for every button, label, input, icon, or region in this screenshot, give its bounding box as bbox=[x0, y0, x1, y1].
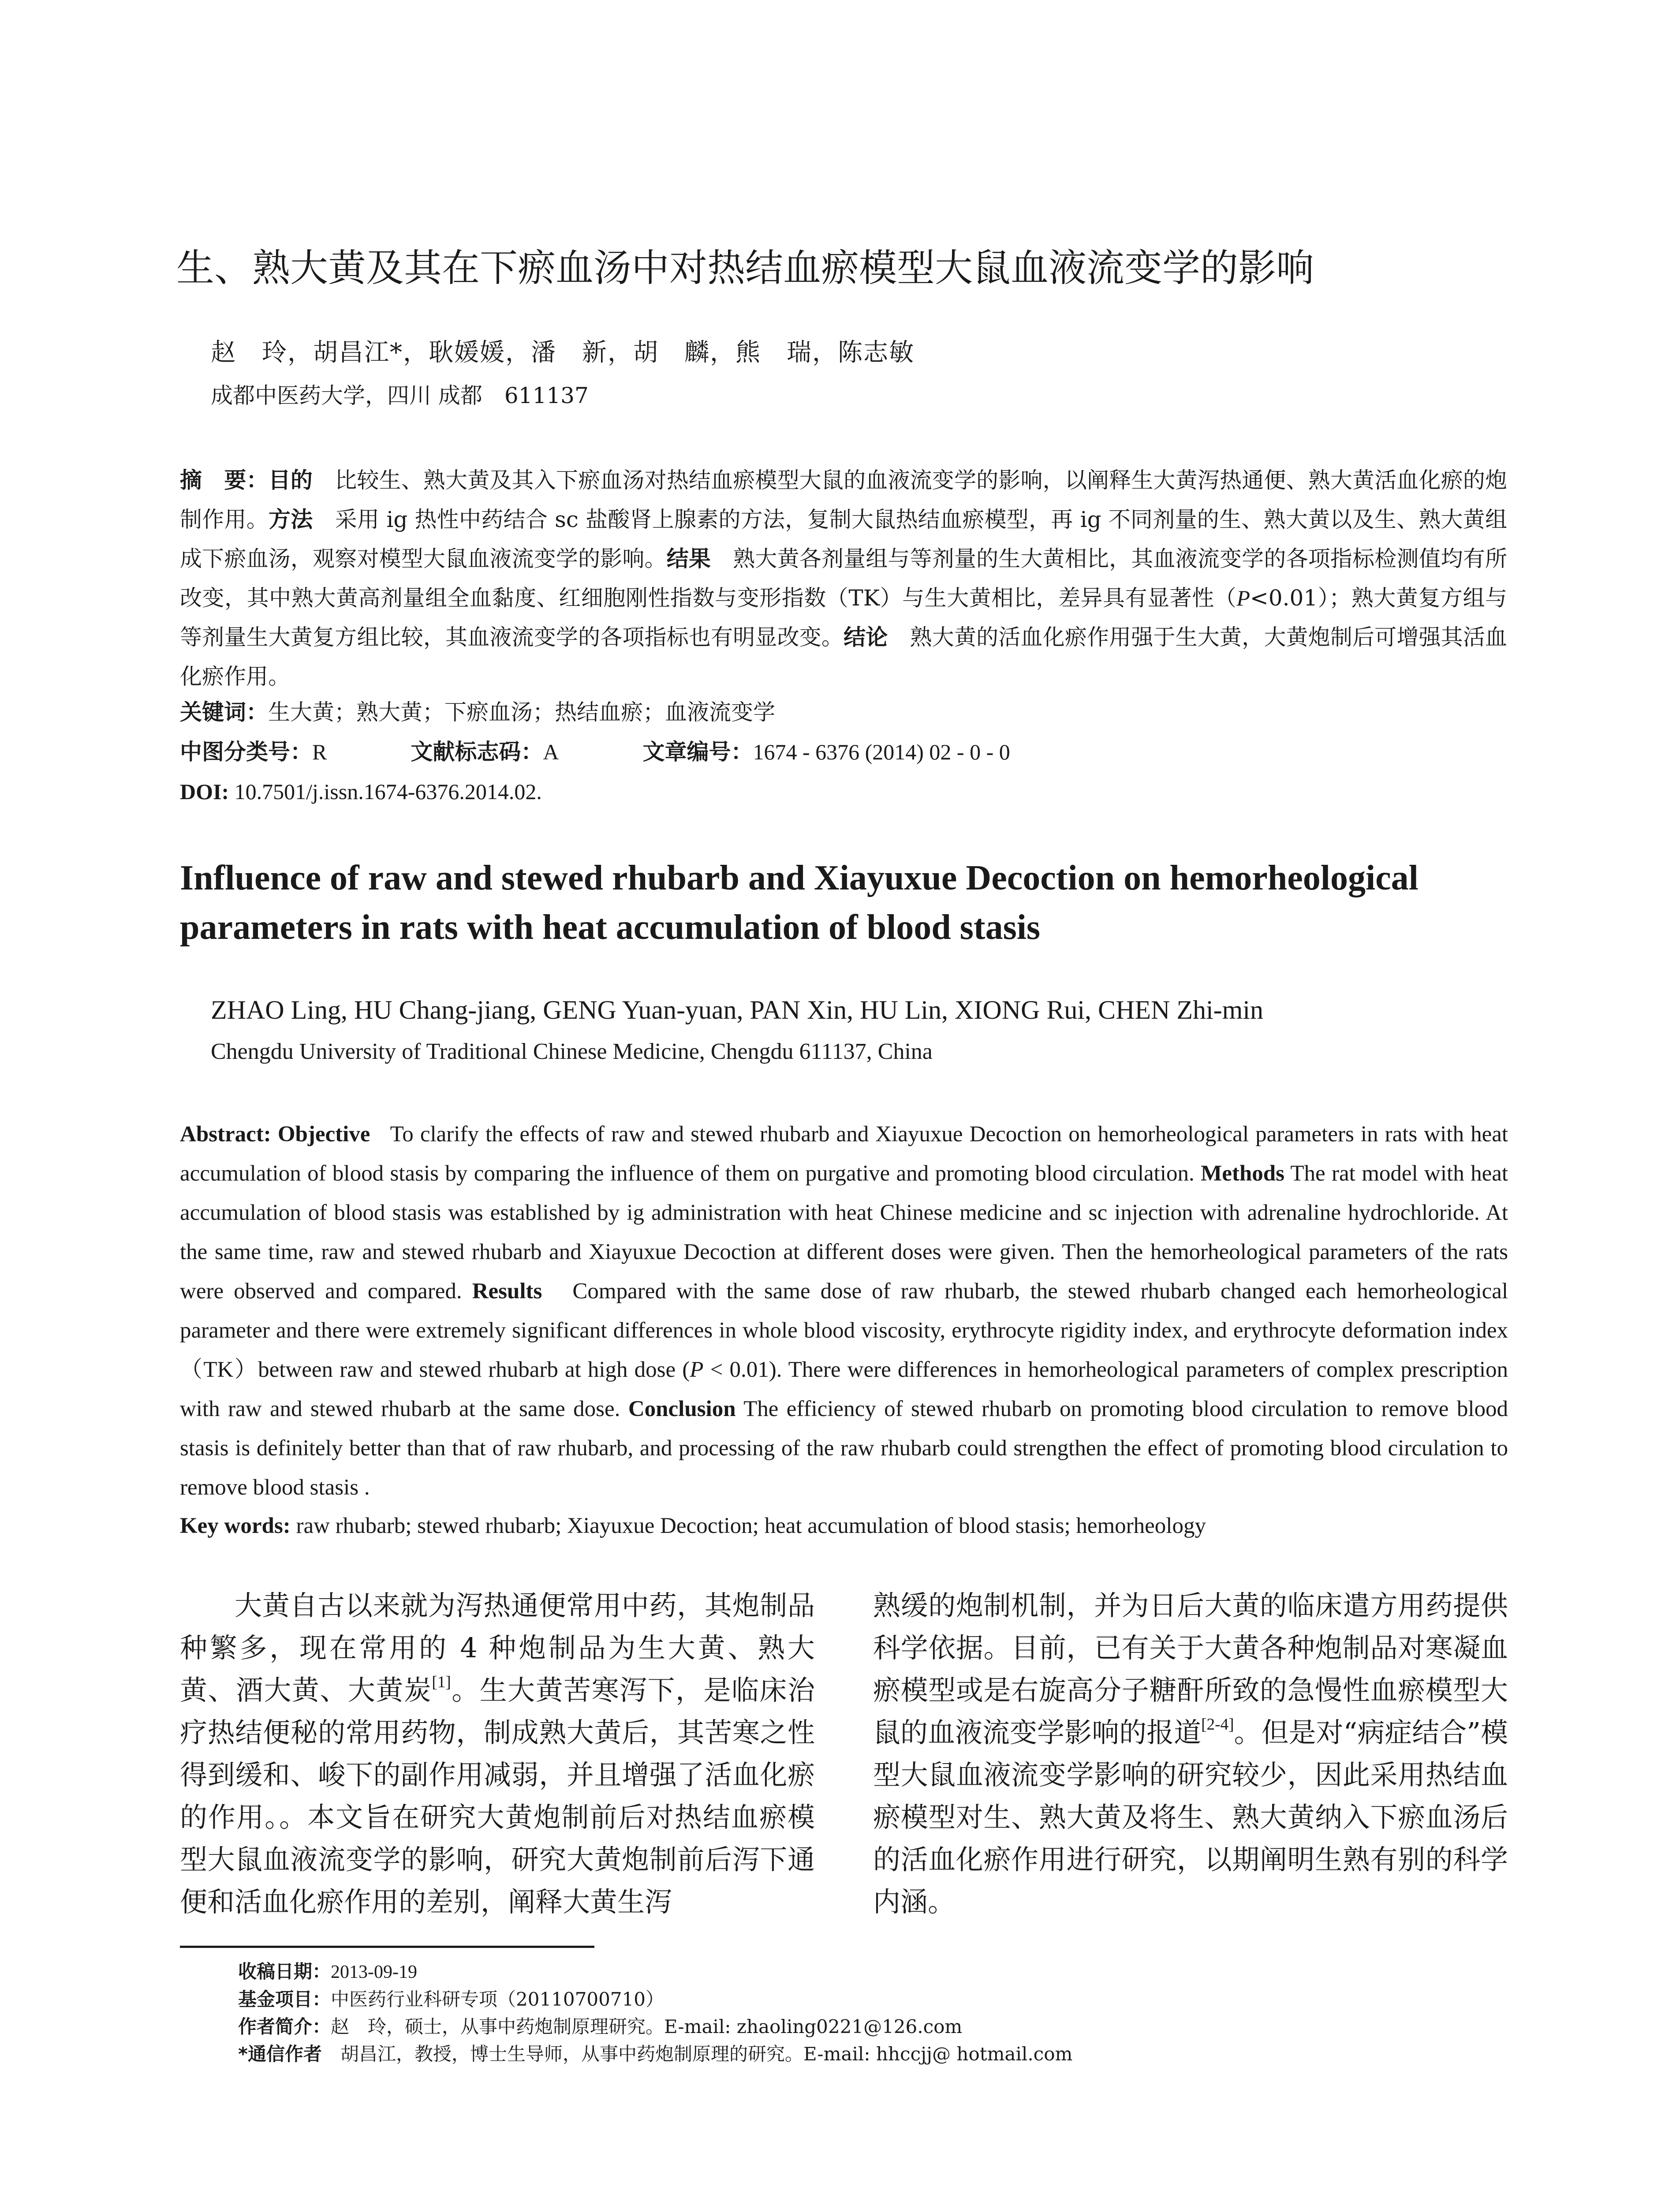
citation-ref: [1] bbox=[432, 1673, 451, 1692]
footnote-corresponding: *通信作者 胡昌江，教授，博士生导师，从事中药炮制原理的研究。E-mail: hhccjj@ hotmail.com bbox=[238, 2043, 1073, 2065]
en-authors: ZHAO Ling, HU Chang-jiang, GENG Yuan-yuan, PAN Xin, HU Lin, XIONG Rui, CHEN Zhi-min bbox=[211, 995, 1264, 1024]
citation-ref: [2-4] bbox=[1201, 1715, 1234, 1734]
en-title: Influence of raw and stewed rhubarb and Xiayuxue Decoction on hemorheological parameters in rats with heat accumulation of blood stasis bbox=[180, 859, 1419, 947]
cn-abstract bbox=[180, 461, 1507, 696]
cn-affiliation: 成都中医药大学，四川 成都 611137 bbox=[211, 383, 589, 408]
cn-objective: 比较生、熟大黄及其入下瘀血汤对热结血瘀模型大鼠的血液流变学的影响，以阐释生大黄泻热通便、熟大黄活血化瘀的炮制作用。 bbox=[180, 467, 1508, 532]
cn-title: 生、熟大黄及其在下瘀血汤中对热结血瘀模型大鼠血液流变学的影响 bbox=[176, 246, 1314, 290]
cn-results-label: 结果 bbox=[666, 546, 711, 572]
cn-methods: 采用 ig 热性中药结合 sc 盐酸肾上腺素的方法，复制大鼠热结血瘀模型，再 ig 不同剂量的生、熟大黄以及生、熟大黄组成下瘀血汤，观察对模型大鼠血液流变学的影响。 bbox=[180, 507, 1507, 572]
cn-conclusion-label: 结论 bbox=[844, 624, 888, 650]
en-results-b: < 0.01). There were differences in hemorheological parameters of complex prescription with raw and stewed rhubarb at the same dose. bbox=[180, 1357, 1508, 1421]
cn-classification-row bbox=[180, 734, 1010, 770]
clc-value: R bbox=[312, 740, 327, 764]
body-right-text-b: 。但是对“病症结合”模型大鼠血液流变学影响的研究较少，因此采用热结血瘀模型对生、熟大黄及将生、熟大黄纳入下瘀血汤后的活血化瘀作用进行研究，以期阐明生熟有别的科学内涵。 bbox=[873, 1716, 1508, 1918]
cn-results-a: 熟大黄各剂量组与等剂量的生大黄相比，其血液流变学的各项指标检测值均有所改变，其中熟大黄高剂量组全血黏度、红细胞刚性指数与变形指数（TK）与生大黄相比，差异具有显著性（ bbox=[180, 546, 1508, 611]
en-keywords bbox=[180, 1508, 1508, 1544]
en-results-a: Compared with the same dose of raw rhubarb, the stewed rhubarb changed each hemorheological parameter and there were extremely significant differences in whole blood viscosity, erythrocyte rigidity index, and erythrocyte deformation index （TK）between raw and stewed rhubarb at high dose ( bbox=[180, 1279, 1508, 1382]
cn-conclusion: 熟大黄的活血化瘀作用强于生大黄，大黄炮制后可增强其活血化瘀作用。 bbox=[180, 624, 1508, 689]
en-objective: To clarify the effects of raw and stewed rhubarb and Xiayuxue Decoction on hemorheological parameters in rats with heat accumulation of blood stasis by comparing the influence of them on purgative and promoting blood circulation. bbox=[180, 1122, 1508, 1186]
cn-keywords-label: 关键词： bbox=[180, 699, 268, 725]
body-left-text-b: 。生大黄苦寒泻下，是临床治疗热结便秘的常用药物，制成熟大黄后，其苦寒之性得到缓和、峻下的副作用减弱，并且增强了活血化瘀的作用。。本文旨在研究大黄炮制前后对热结血瘀模型大鼠血液流变学的影响，研究大黄炮制前后泻下通便和活血化瘀作用的差别，阐释大黄生泻 bbox=[180, 1674, 815, 1918]
cn-authors: 赵 玲，胡昌江*，耿媛媛，潘 新，胡 麟，熊 瑞，陈志敏 bbox=[211, 338, 915, 367]
cn-methods-label: 方法 bbox=[269, 507, 313, 532]
footnote-fund: 基金项目：中医药行业科研专项（20110700710） bbox=[238, 1988, 664, 2010]
footnote-divider bbox=[180, 1946, 594, 1948]
en-conclusion: The efficiency of stewed rhubarb on promoting blood circulation to remove blood stasis is definitely better than that of raw rhubarb, and processing of the raw rhubarb could strengthen the effect of promoting blood circulation to remove blood stasis . bbox=[180, 1397, 1508, 1500]
en-results-p: P bbox=[690, 1357, 704, 1382]
footnote-received: 收稿日期：2013-09-19 bbox=[238, 1961, 417, 1982]
cn-keywords bbox=[180, 695, 775, 730]
en-keywords-value: raw rhubarb; stewed rhubarb; Xiayuxue Decoction; heat accumulation of blood stasis; hemorheology bbox=[296, 1514, 1206, 1538]
doi-line bbox=[180, 774, 542, 809]
en-conclusion-label: Conclusion bbox=[628, 1397, 736, 1421]
cn-abstract-label: 摘 要： bbox=[180, 467, 269, 493]
en-keywords-label: Key words: bbox=[180, 1514, 291, 1538]
clc-label: 中图分类号： bbox=[180, 739, 312, 765]
doi-label: DOI: bbox=[180, 779, 229, 804]
article-no-value: 1674 - 6376 (2014) 02 - 0 - 0 bbox=[753, 740, 1010, 764]
en-abstract bbox=[180, 1115, 1508, 1507]
footnotes bbox=[238, 1958, 1508, 2068]
cn-results-p: P bbox=[1236, 586, 1250, 610]
en-abstract-label: Abstract: Objective bbox=[180, 1122, 370, 1147]
doccode-value: A bbox=[543, 740, 559, 764]
doi-value: 10.7501/j.issn.1674-6376.2014.02. bbox=[234, 779, 542, 804]
en-methods: The rat model with heat accumulation of blood stasis was established by ig administration with heat Chinese medicine and sc injection with adrenaline hydrochloride. At the same time, raw and stewed rhubarb and Xiayuxue Decoction at different doses were given. Then the hemorheological parameters of the rats were observed and compared. bbox=[180, 1161, 1508, 1304]
body-column-right bbox=[873, 1585, 1508, 1923]
article-no-label: 文章编号： bbox=[642, 739, 753, 765]
en-methods-label: Methods bbox=[1201, 1161, 1284, 1186]
footnote-author: 作者简介：赵 玲，硕士，从事中药炮制原理研究。E-mail: zhaoling0221@126.com bbox=[238, 2016, 963, 2037]
cn-objective-label: 目的 bbox=[268, 467, 313, 493]
body-column-left bbox=[180, 1585, 815, 1923]
en-results-label: Results bbox=[472, 1279, 542, 1304]
body-right-text-a: 熟缓的炮制机制，并为日后大黄的临床遣方用药提供科学依据。目前，已有关于大黄各种炮制品对寒凝血瘀模型或是右旋高分子糖酐所致的急慢性血瘀模型大鼠的血液流变学影响的报道 bbox=[873, 1589, 1508, 1749]
cn-keywords-value: 生大黄；熟大黄；下瘀血汤；热结血瘀；血液流变学 bbox=[268, 699, 775, 725]
en-affiliation: Chengdu University of Traditional Chinese Medicine, Chengdu 611137, China bbox=[211, 1039, 933, 1064]
body-left-text-a: 大黄自古以来就为泻热通便常用中药，其炮制品种繁多，现在常用的 4 种炮制品为生大黄、熟大黄、酒大黄、大黄炭 bbox=[180, 1589, 815, 1706]
cn-results-b: <0.01）；熟大黄复方组与等剂量生大黄复方组比较，其血液流变学的各项指标也有明显改变。 bbox=[180, 585, 1507, 650]
doccode-label: 文献标志码： bbox=[411, 739, 543, 765]
